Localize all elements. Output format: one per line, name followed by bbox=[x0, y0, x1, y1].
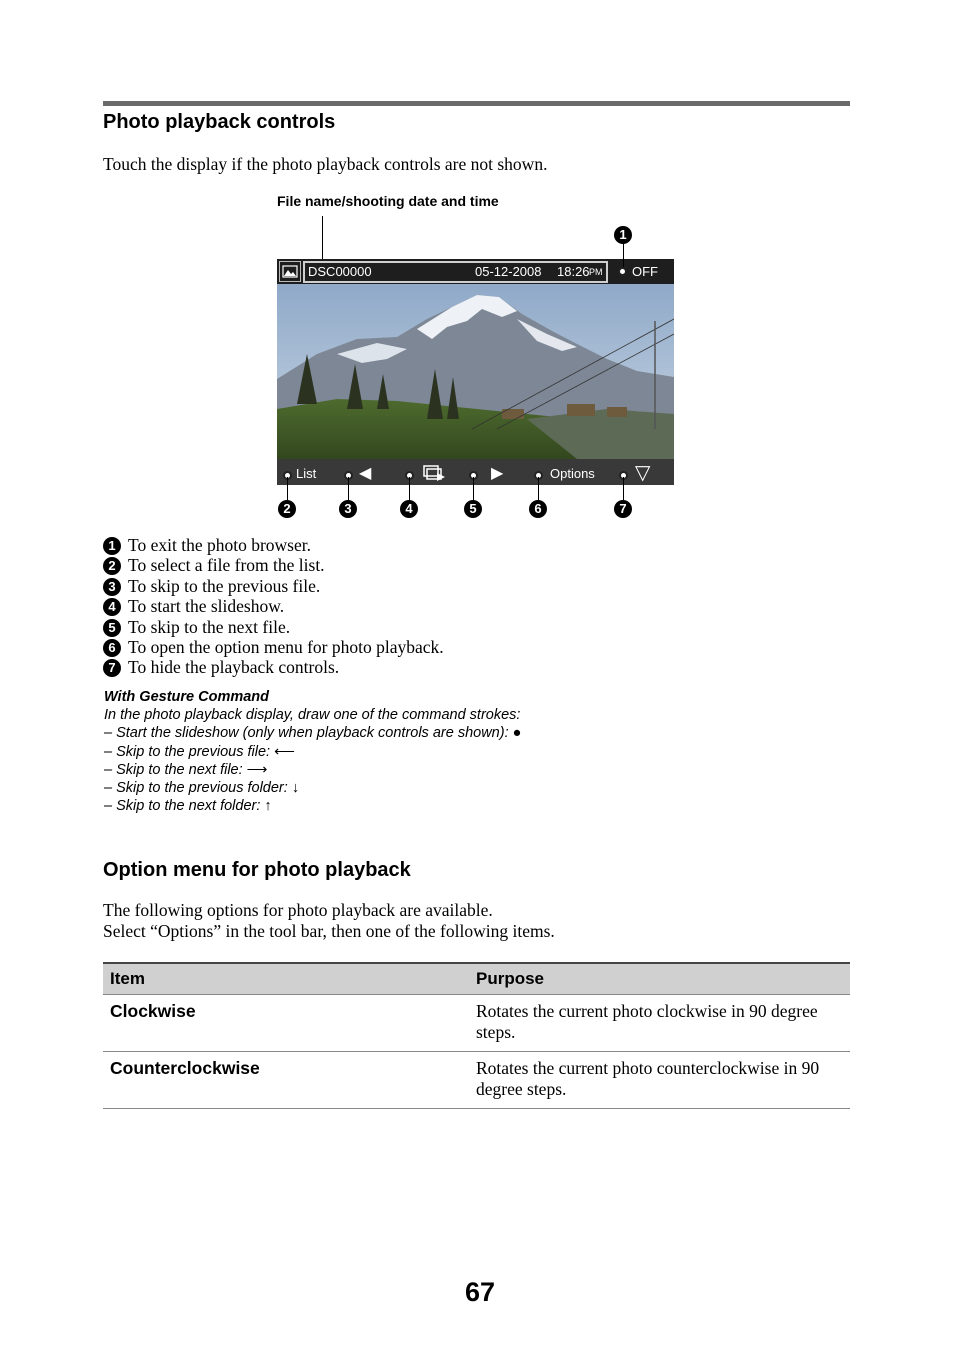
shooting-time: 18:26 bbox=[557, 264, 590, 279]
callout-line-3 bbox=[348, 477, 349, 501]
callout-line-4 bbox=[409, 477, 410, 501]
options-intro-line1: The following options for photo playback are available. bbox=[103, 900, 493, 920]
marker-6: 6 bbox=[529, 500, 547, 518]
legend-text: To skip to the next file. bbox=[128, 616, 291, 637]
marker-5: 5 bbox=[464, 500, 482, 518]
legend-number: 1 bbox=[103, 537, 121, 555]
legend-text: To hide the playback controls. bbox=[128, 657, 340, 678]
row-item: Clockwise bbox=[103, 995, 469, 1052]
gesture-notes bbox=[104, 688, 521, 815]
legend-text: To skip to the previous file. bbox=[128, 575, 321, 596]
stroke-up-icon: ↑ bbox=[264, 798, 272, 815]
marker-7: 7 bbox=[614, 500, 632, 518]
photo-icon-glyph bbox=[280, 262, 300, 281]
shooting-ampm: PM bbox=[589, 267, 603, 277]
marker-4: 4 bbox=[400, 500, 418, 518]
gesture-title: With Gesture Command bbox=[104, 689, 270, 705]
slideshow-icon bbox=[423, 464, 447, 482]
callout-line-5 bbox=[473, 477, 474, 501]
legend-item bbox=[103, 535, 444, 555]
legend-item bbox=[103, 617, 444, 637]
legend-text: To start the slideshow. bbox=[128, 596, 285, 617]
legend-list bbox=[103, 535, 444, 678]
gesture-line bbox=[104, 724, 521, 742]
gesture-line bbox=[104, 779, 521, 797]
table-row bbox=[103, 1052, 850, 1109]
stroke-left-icon: ⟵ bbox=[274, 743, 295, 760]
page-number: 67 bbox=[465, 1277, 496, 1307]
legend-item bbox=[103, 555, 444, 575]
file-name: DSC00000 bbox=[308, 264, 372, 279]
legend-text: To exit the photo browser. bbox=[128, 535, 311, 555]
row-item: Counterclockwise bbox=[103, 1052, 469, 1109]
callout-dot-1 bbox=[618, 267, 627, 276]
gesture-line bbox=[104, 743, 521, 761]
table-header-row bbox=[103, 963, 850, 995]
gesture-intro: In the photo playback display, draw one of the command strokes: bbox=[104, 707, 521, 724]
row-purpose: Rotates the current photo clockwise in 90 degree steps. bbox=[469, 995, 850, 1052]
gesture-line-text: – Skip to the previous file: bbox=[104, 743, 271, 760]
photo-icon[interactable] bbox=[279, 261, 301, 282]
options-table-wrap bbox=[103, 962, 850, 1109]
callout-line-2 bbox=[287, 477, 288, 501]
header-purpose: Purpose bbox=[469, 963, 850, 995]
playback-screen bbox=[277, 259, 674, 485]
hide-icon: ▽ bbox=[635, 462, 651, 484]
list-label: List bbox=[296, 466, 317, 481]
callout-line-1 bbox=[623, 243, 624, 267]
table-row bbox=[103, 995, 850, 1052]
options-intro bbox=[103, 900, 555, 942]
header-item: Item bbox=[103, 963, 469, 995]
marker-2: 2 bbox=[278, 500, 296, 518]
legend-number: 6 bbox=[103, 639, 121, 657]
legend-text: To open the option menu for photo playback. bbox=[128, 637, 444, 658]
section-heading-playback: Photo playback controls bbox=[103, 111, 336, 133]
callout-leader-line bbox=[322, 216, 323, 261]
gesture-line-text: – Skip to the next folder: bbox=[104, 798, 261, 815]
options-table bbox=[103, 962, 850, 1109]
previous-icon: ◀ bbox=[359, 465, 372, 482]
stroke-right-icon: ⟶ bbox=[246, 761, 268, 778]
legend-number: 3 bbox=[103, 578, 121, 596]
callout-line-7 bbox=[623, 477, 624, 501]
legend-item bbox=[103, 596, 444, 616]
options-intro-line2: Select “Options” in the tool bar, then one of the following items. bbox=[103, 921, 555, 941]
legend-number: 5 bbox=[103, 619, 121, 637]
callout-label: File name/shooting date and time bbox=[277, 193, 499, 209]
options-label: Options bbox=[550, 466, 595, 481]
legend-item bbox=[103, 657, 444, 677]
legend-text: To select a file from the list. bbox=[128, 555, 325, 576]
legend-item bbox=[103, 637, 444, 657]
intro-text: Touch the display if the photo playback controls are not shown. bbox=[103, 154, 548, 174]
off-label: OFF bbox=[632, 264, 658, 279]
gesture-line-text: – Skip to the previous folder: bbox=[104, 780, 288, 797]
landscape-photo bbox=[277, 259, 674, 485]
gesture-line bbox=[104, 797, 521, 815]
marker-1: 1 bbox=[614, 226, 632, 244]
gesture-line bbox=[104, 761, 521, 779]
section-heading-options: Option menu for photo playback bbox=[103, 859, 411, 881]
legend-item bbox=[103, 576, 444, 596]
stroke-dot-icon: ● bbox=[512, 725, 522, 742]
next-icon: ▶ bbox=[491, 465, 504, 482]
marker-3: 3 bbox=[339, 500, 357, 518]
stroke-down-icon: ↓ bbox=[291, 780, 300, 797]
legend-number: 4 bbox=[103, 598, 121, 616]
row-purpose: Rotates the current photo counterclockwise in 90 degree steps. bbox=[469, 1052, 850, 1109]
shooting-date: 05-12-2008 bbox=[475, 264, 542, 279]
callout-line-6 bbox=[538, 477, 539, 501]
section-rule bbox=[103, 101, 850, 106]
gesture-line-text: – Skip to the next file: bbox=[104, 761, 243, 778]
legend-number: 2 bbox=[103, 557, 121, 575]
gesture-line-text: – Start the slideshow (only when playback controls are shown): bbox=[104, 725, 509, 742]
legend-number: 7 bbox=[103, 659, 121, 677]
